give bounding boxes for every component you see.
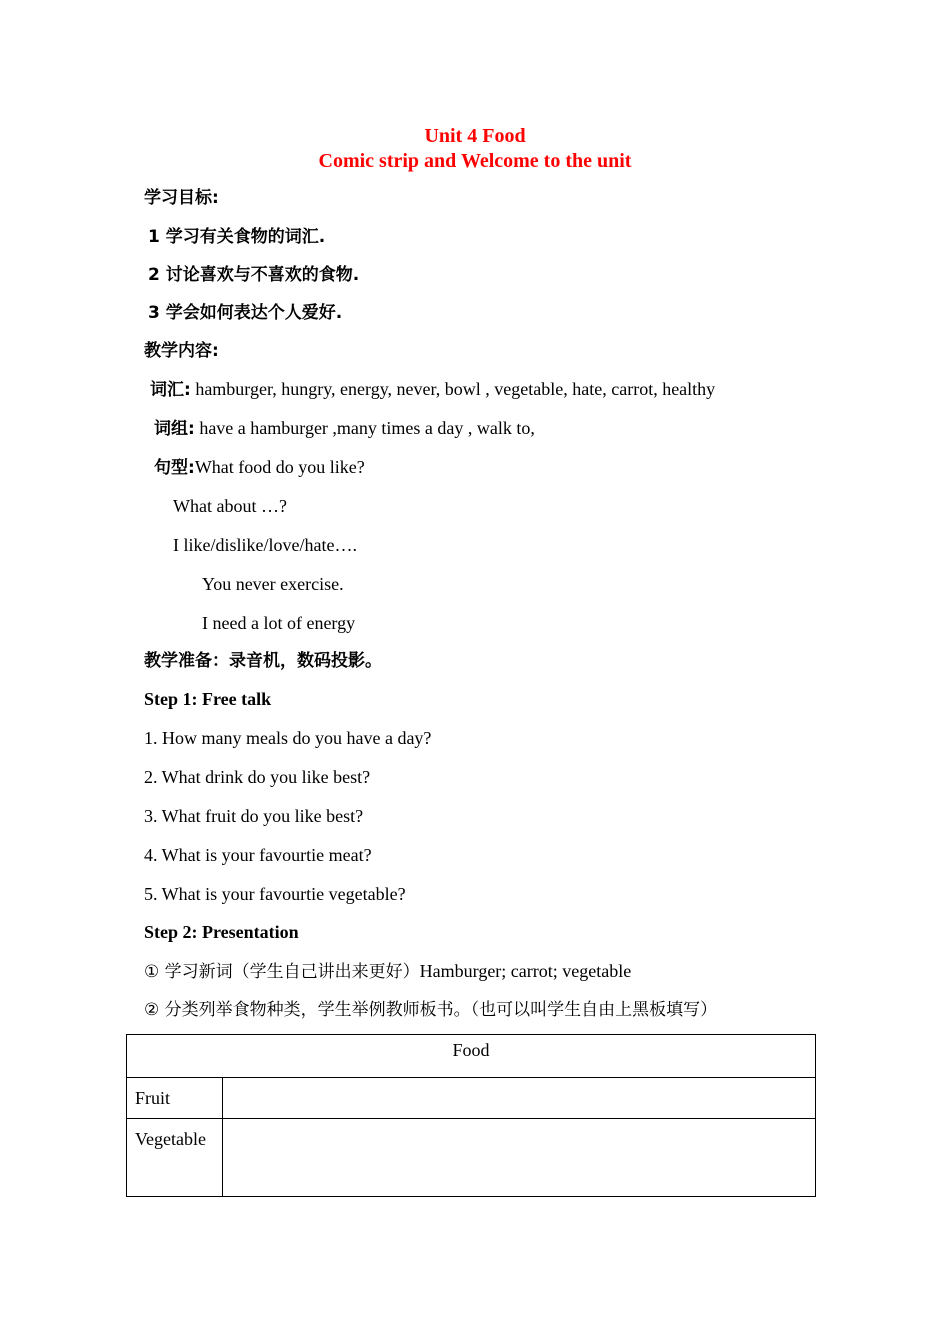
content-heading: 教学内容:	[144, 341, 219, 361]
title-line-2: Comic strip and Welcome to the unit	[318, 150, 632, 172]
vocab-line	[150, 377, 715, 402]
phrases-text: have a hamburger ,many times a day , walk to,	[194, 418, 535, 438]
food-table	[126, 1034, 816, 1197]
pattern-line-3: You never exercise.	[202, 574, 344, 594]
objective-item-1: 1 学习有关食物的词汇.	[148, 227, 326, 247]
patterns-text: What food do you like?	[194, 457, 365, 477]
step2-item-1-cn: ① 学习新词（学生自己讲出来更好）	[144, 962, 420, 982]
phrases-label: 词组:	[154, 419, 195, 439]
food-table-fruit-label: Fruit	[127, 1078, 223, 1119]
step1-question-1: 1. How many meals do you have a day?	[144, 728, 432, 748]
food-table-vegetable-cell	[223, 1119, 816, 1197]
phrases-line	[154, 416, 535, 441]
objective-item-3: 3 学会如何表达个人爱好.	[148, 303, 343, 323]
food-table-vegetable-label: Vegetable	[127, 1119, 223, 1197]
step1-question-3: 3. What fruit do you like best?	[144, 806, 364, 826]
pattern-line-2: I like/dislike/love/hate….	[173, 535, 357, 555]
patterns-line	[154, 455, 365, 480]
step2-item-2: ② 分类列举食物种类，学生举例教师板书。（也可以叫学生自由上黑板填写）	[144, 1000, 718, 1020]
vocab-label: 词汇:	[150, 380, 191, 400]
patterns-label: 句型:	[154, 458, 195, 478]
objectives-heading: 学习目标:	[144, 188, 219, 208]
preparation-line: 教学准备：录音机，数码投影。	[144, 651, 382, 671]
pattern-line-4: I need a lot of energy	[202, 613, 356, 633]
title-line-1: Unit 4 Food	[424, 125, 526, 147]
vocab-text: hamburger, hungry, energy, never, bowl , vegetable, hate, carrot, healthy	[190, 379, 716, 399]
step2-heading: Step 2: Presentation	[144, 922, 299, 942]
food-table-fruit-cell	[223, 1078, 816, 1119]
objective-item-2: 2 讨论喜欢与不喜欢的食物.	[148, 265, 360, 285]
step1-question-2: 2. What drink do you like best?	[144, 767, 371, 787]
step2-item-1-en: Hamburger; carrot; vegetable	[419, 961, 632, 981]
step1-heading: Step 1: Free talk	[144, 689, 272, 709]
step1-question-5: 5. What is your favourtie vegetable?	[144, 884, 406, 904]
food-table-header: Food	[127, 1035, 816, 1078]
step1-question-4: 4. What is your favourtie meat?	[144, 845, 372, 865]
step2-item-1	[144, 959, 631, 984]
pattern-line-1: What about …?	[173, 496, 287, 516]
